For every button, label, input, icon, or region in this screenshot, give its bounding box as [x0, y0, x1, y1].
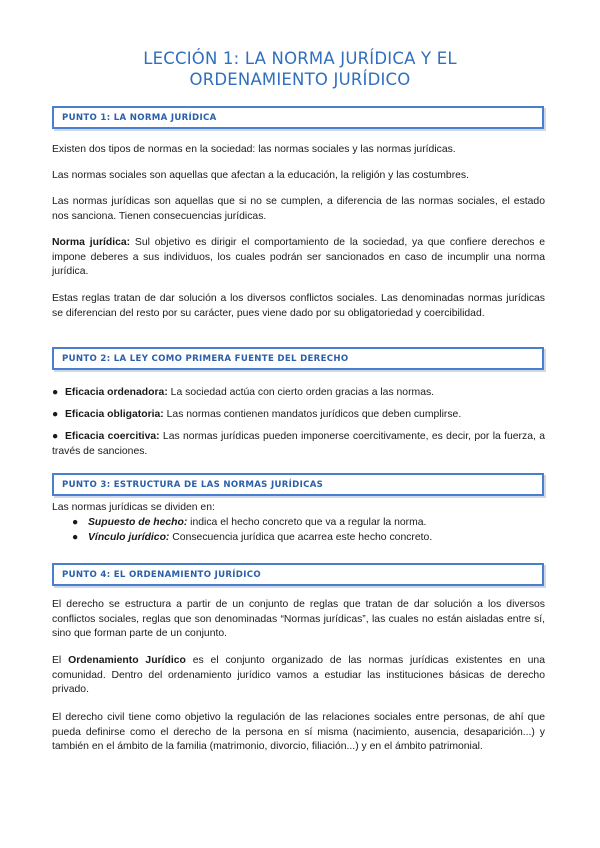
- item-label: Vínculo jurídico:: [88, 532, 170, 543]
- item-text: Consecuencia jurídica que acarrea este hecho concreto.: [169, 532, 433, 543]
- paragraph: [52, 236, 545, 280]
- item-label: Eficacia obligatoria:: [65, 409, 164, 420]
- paragraph: Estas reglas tratan de dar solución a los diversos conflictos sociales. Las denominadas normas jurídicas se diferencian del resto por su carácter, pues viene dado por su obligatoriedad y coercibilidad.: [52, 293, 545, 319]
- bullet-icon: ●: [52, 387, 59, 398]
- text-run: es el conjunto organizado de las normas jurídicas existentes en una comunidad. Dentro del ordenamiento jurídico vamos a estudiar las instituciones básicas de derecho privado.: [52, 655, 545, 695]
- list-item: [72, 516, 426, 531]
- list-item: [72, 531, 432, 546]
- title-line-2: ORDENAMIENTO JURÍDICO: [189, 70, 411, 89]
- bullet-icon: ●: [72, 532, 79, 543]
- item-label: Eficacia ordenadora:: [65, 387, 168, 398]
- paragraph: Las normas jurídicas son aquellas que si no se cumplen, a diferencia de las normas sociales, el estado nos sanciona. Tienen consecuencias jurídicas.: [52, 196, 545, 222]
- section-heading-1: PUNTO 1: LA NORMA JURÍDICA: [52, 106, 544, 129]
- title-line-1: LECCIÓN 1: LA NORMA JURÍDICA Y EL: [143, 49, 457, 68]
- paragraph: Las normas jurídicas se dividen en:: [52, 502, 215, 513]
- bullet-icon: ●: [52, 409, 59, 420]
- paragraph: El derecho civil tiene como objetivo la regulación de las relaciones sociales entre personas, de ahí que pueda definirse como el derecho de la persona en sí misma (nacimiento, ausencia, desaparición...) y también en el ámbito de la familia (matrimonio, divorcio, filiación...) y en el ámbito patrimonial.: [52, 712, 545, 752]
- list-item: [52, 430, 545, 459]
- paragraph: Las normas sociales son aquellas que afectan a la educación, la religión y las costumbres.: [52, 170, 470, 181]
- item-text: Las normas jurídicas pueden imponerse coercitivamente, es decir, por la fuerza, a través de sanciones.: [52, 431, 545, 457]
- item-label: Supuesto de hecho:: [88, 517, 188, 528]
- paragraph: Existen dos tipos de normas en la sociedad: las normas sociales y las normas jurídicas.: [52, 144, 456, 155]
- section-heading-2: PUNTO 2: LA LEY COMO PRIMERA FUENTE DEL DERECHO: [52, 347, 544, 370]
- term-label: Ordenamiento Jurídico: [68, 655, 186, 666]
- list-item: [52, 408, 545, 423]
- list-item: [52, 386, 545, 401]
- section-heading-3: PUNTO 3: ESTRUCTURA DE LAS NORMAS JURÍDICAS: [52, 473, 544, 496]
- term-label: Norma jurídica:: [52, 237, 131, 248]
- document-title: [60, 48, 540, 90]
- text-run: El: [52, 655, 69, 666]
- section-heading-4: PUNTO 4: EL ORDENAMIENTO JURÍDICO: [52, 563, 544, 586]
- item-label: Eficacia coercitiva:: [65, 431, 160, 442]
- item-text: indica el hecho concreto que va a regular la norma.: [187, 517, 427, 528]
- item-text: Las normas contienen mandatos jurídicos que deben cumplirse.: [163, 409, 462, 420]
- paragraph: El derecho se estructura a partir de un conjunto de reglas que tratan de dar solución a los diversos conflictos sociales, reglas que son denominadas “Normas jurídicas”, las cuales no están aisladas entre sí, sino que forman parte de un conjunto.: [52, 599, 545, 639]
- item-text: La sociedad actúa con cierto orden gracias a las normas.: [167, 387, 435, 398]
- bullet-icon: ●: [52, 431, 59, 442]
- bullet-icon: ●: [72, 517, 79, 528]
- paragraph: [52, 654, 545, 698]
- term-definition: Sul objetivo es dirigir el comportamiento de la sociedad, ya que confiere derechos e impone deberes a sus individuos, los cuales podrán ser sancionados en caso de incumplir una norma jurídica.: [52, 237, 545, 277]
